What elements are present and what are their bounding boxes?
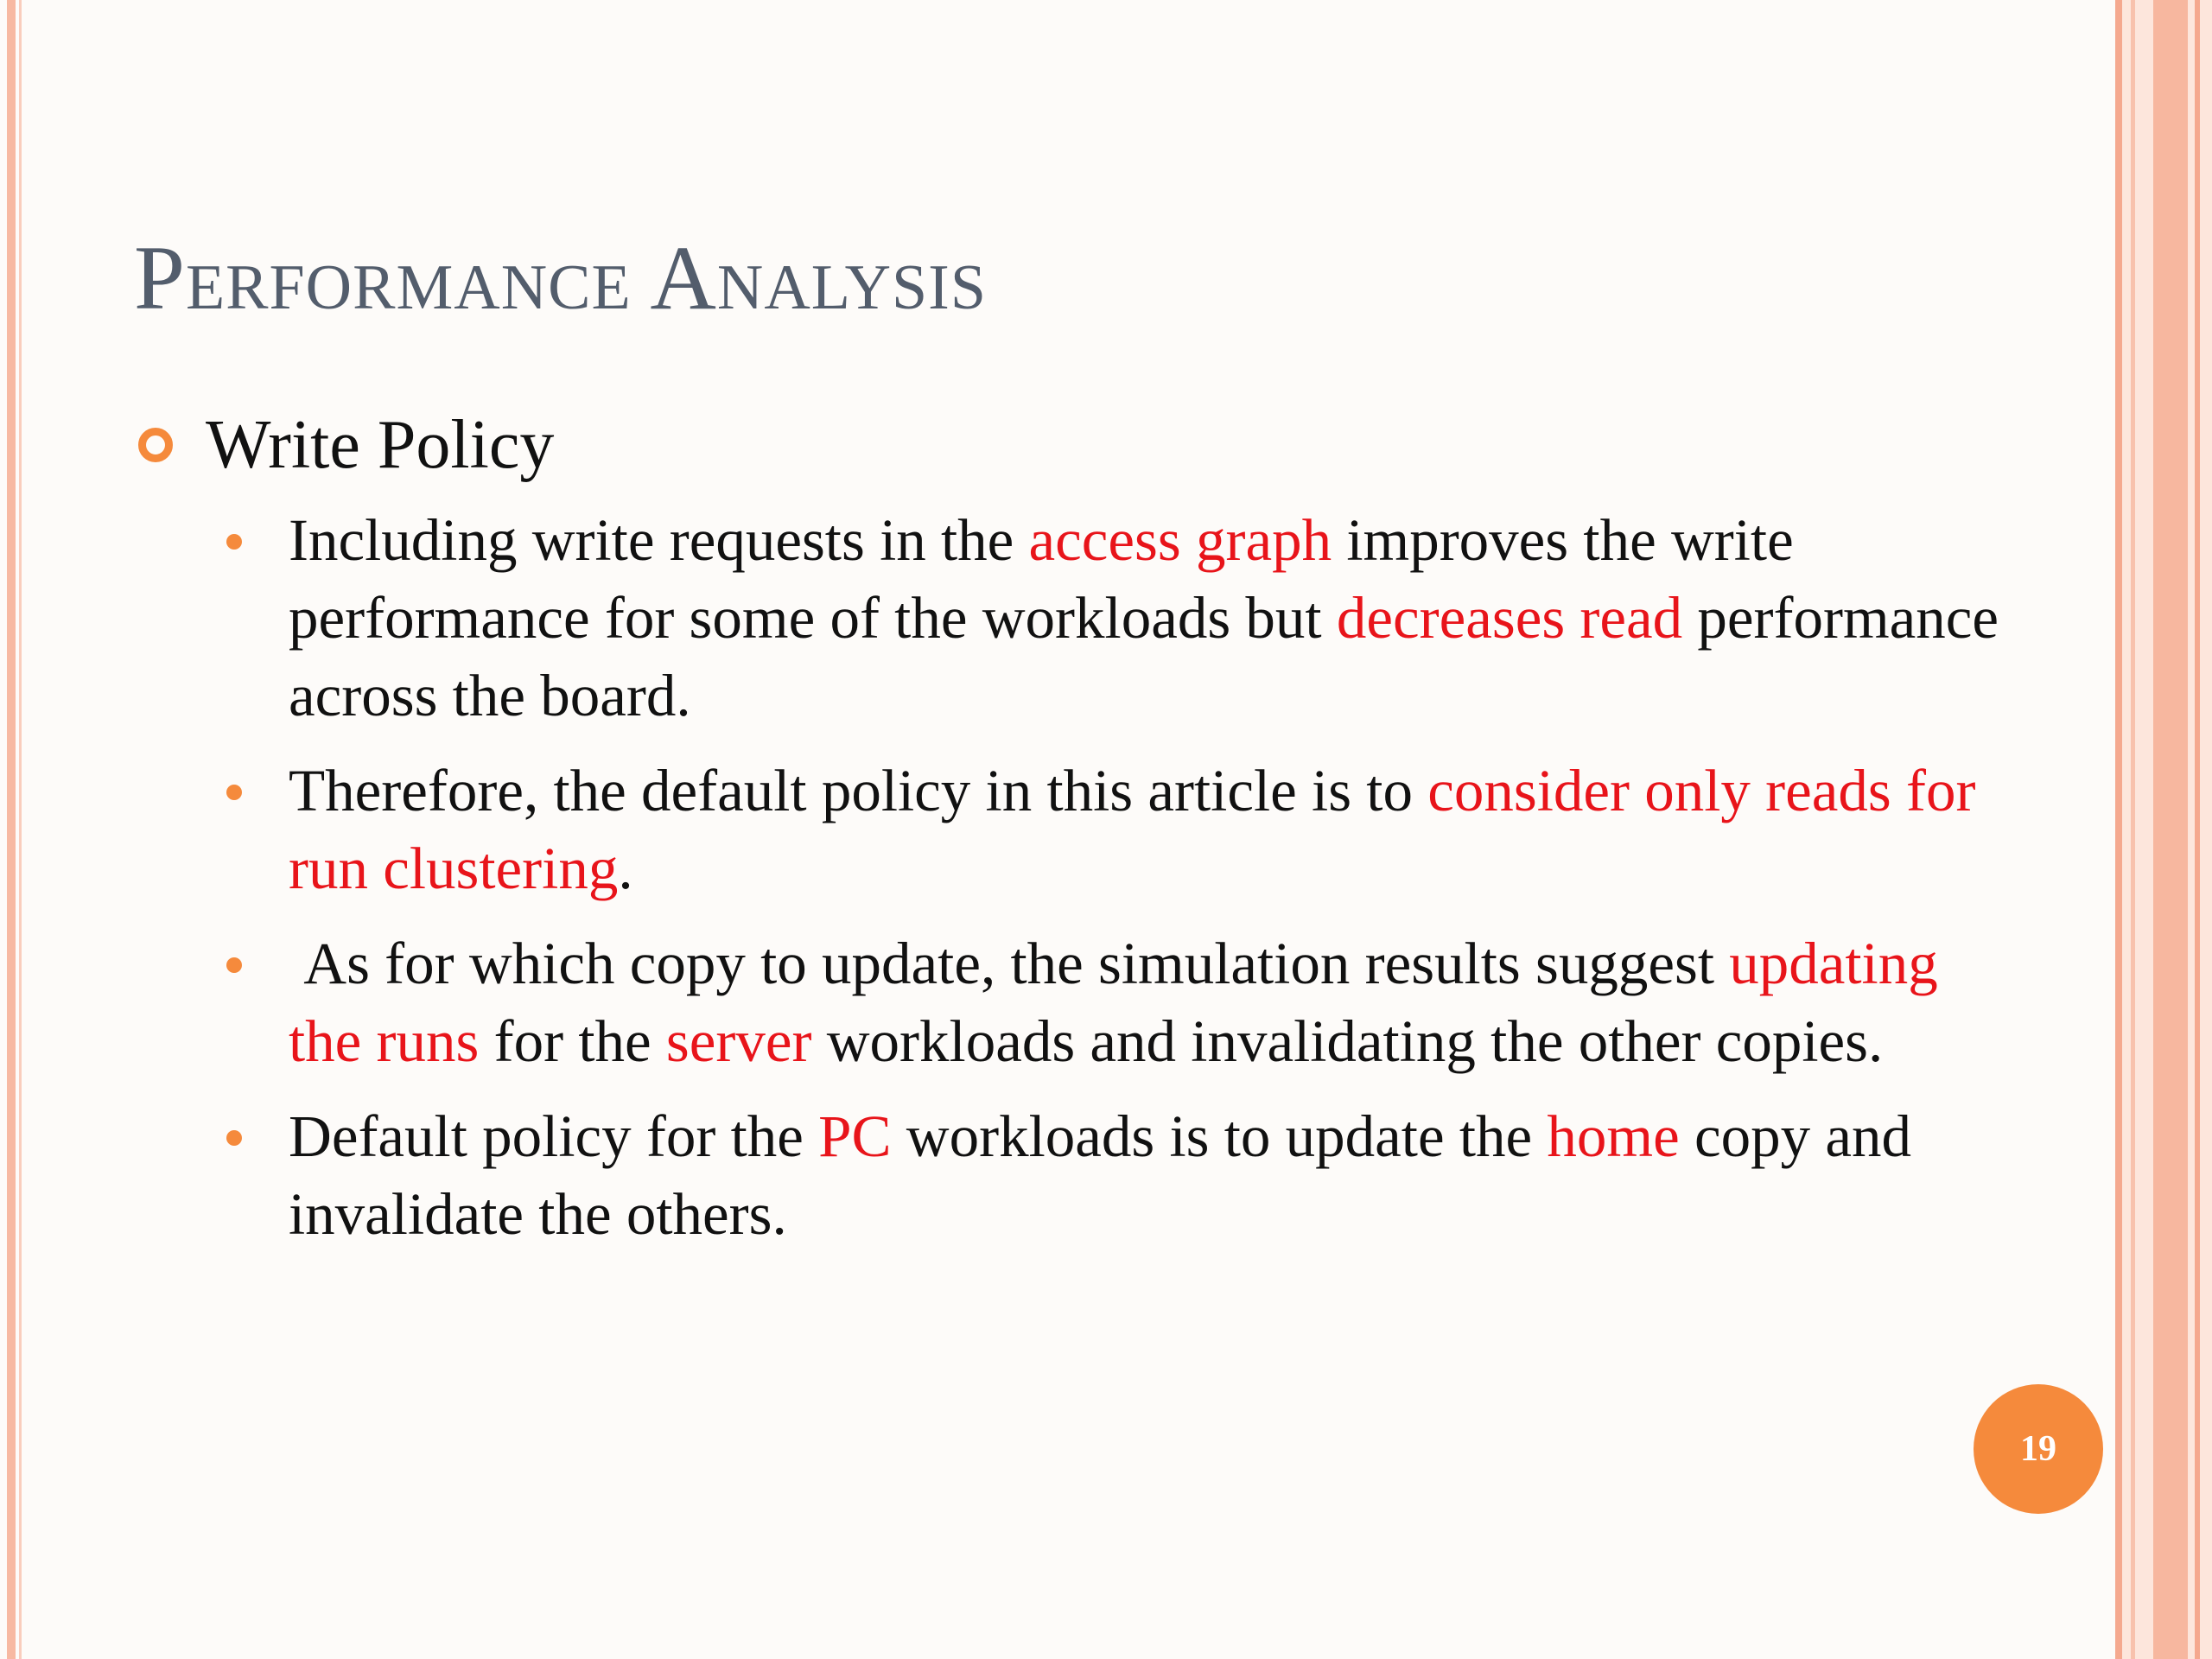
text-segment: Therefore, the default policy in this article is to [289, 758, 1428, 823]
text-segment: Default policy for the [289, 1103, 819, 1169]
highlighted-text: decreases read [1336, 585, 1683, 651]
filled-circle-bullet-icon [226, 1130, 242, 1146]
filled-circle-bullet-icon [226, 534, 242, 550]
text-segment: As for which copy to update, the simulation results suggest [289, 931, 1730, 996]
bullet-item [226, 925, 2006, 1080]
level1-bullet-item [138, 402, 554, 488]
filled-circle-bullet-icon [226, 957, 242, 973]
bullet-item [226, 501, 2006, 734]
page-number-badge [1974, 1384, 2103, 1514]
text-segment: . [618, 836, 633, 901]
hollow-circle-bullet-icon [138, 428, 173, 462]
text-segment: workloads is to update the [891, 1103, 1548, 1169]
text-segment: Including write requests in the [289, 507, 1029, 573]
bullet-item [226, 1097, 2006, 1253]
right-border-line [2195, 0, 2200, 1659]
highlighted-text: PC [818, 1103, 892, 1169]
bullet-item [226, 752, 2006, 907]
highlighted-text: server [665, 1008, 812, 1074]
right-border-line [2115, 0, 2122, 1659]
filled-circle-bullet-icon [226, 785, 242, 800]
highlighted-text: consider only reads for run clustering [289, 758, 1976, 901]
bullet-text [289, 1103, 1911, 1247]
left-border-thin-line [19, 0, 22, 1659]
text-segment: improves the write performance for some of the workloads but [289, 507, 1794, 651]
highlighted-text: updating the runs [289, 931, 1953, 1074]
highlighted-text: access graph [1028, 507, 1332, 573]
page-number: 19 [2020, 1429, 2056, 1469]
bullet-text [289, 507, 1999, 728]
text-segment: copy and invalidate the others. [289, 1103, 1911, 1247]
text-segment: for the [479, 1008, 666, 1074]
bullet-list [226, 501, 2006, 1270]
text-segment: performance across the board. [289, 585, 1999, 728]
level1-bullet-text: Write Policy [206, 407, 555, 483]
text-segment: workloads and invalidating the other copies. [811, 1008, 1884, 1074]
right-border-line [2153, 0, 2188, 1659]
bullet-text [289, 931, 1953, 1074]
right-border-line [2131, 0, 2135, 1659]
bullet-text [289, 758, 1975, 901]
highlighted-text: home [1547, 1103, 1680, 1169]
left-border-line [7, 0, 16, 1659]
slide-title: Performance Analysis [134, 227, 987, 328]
